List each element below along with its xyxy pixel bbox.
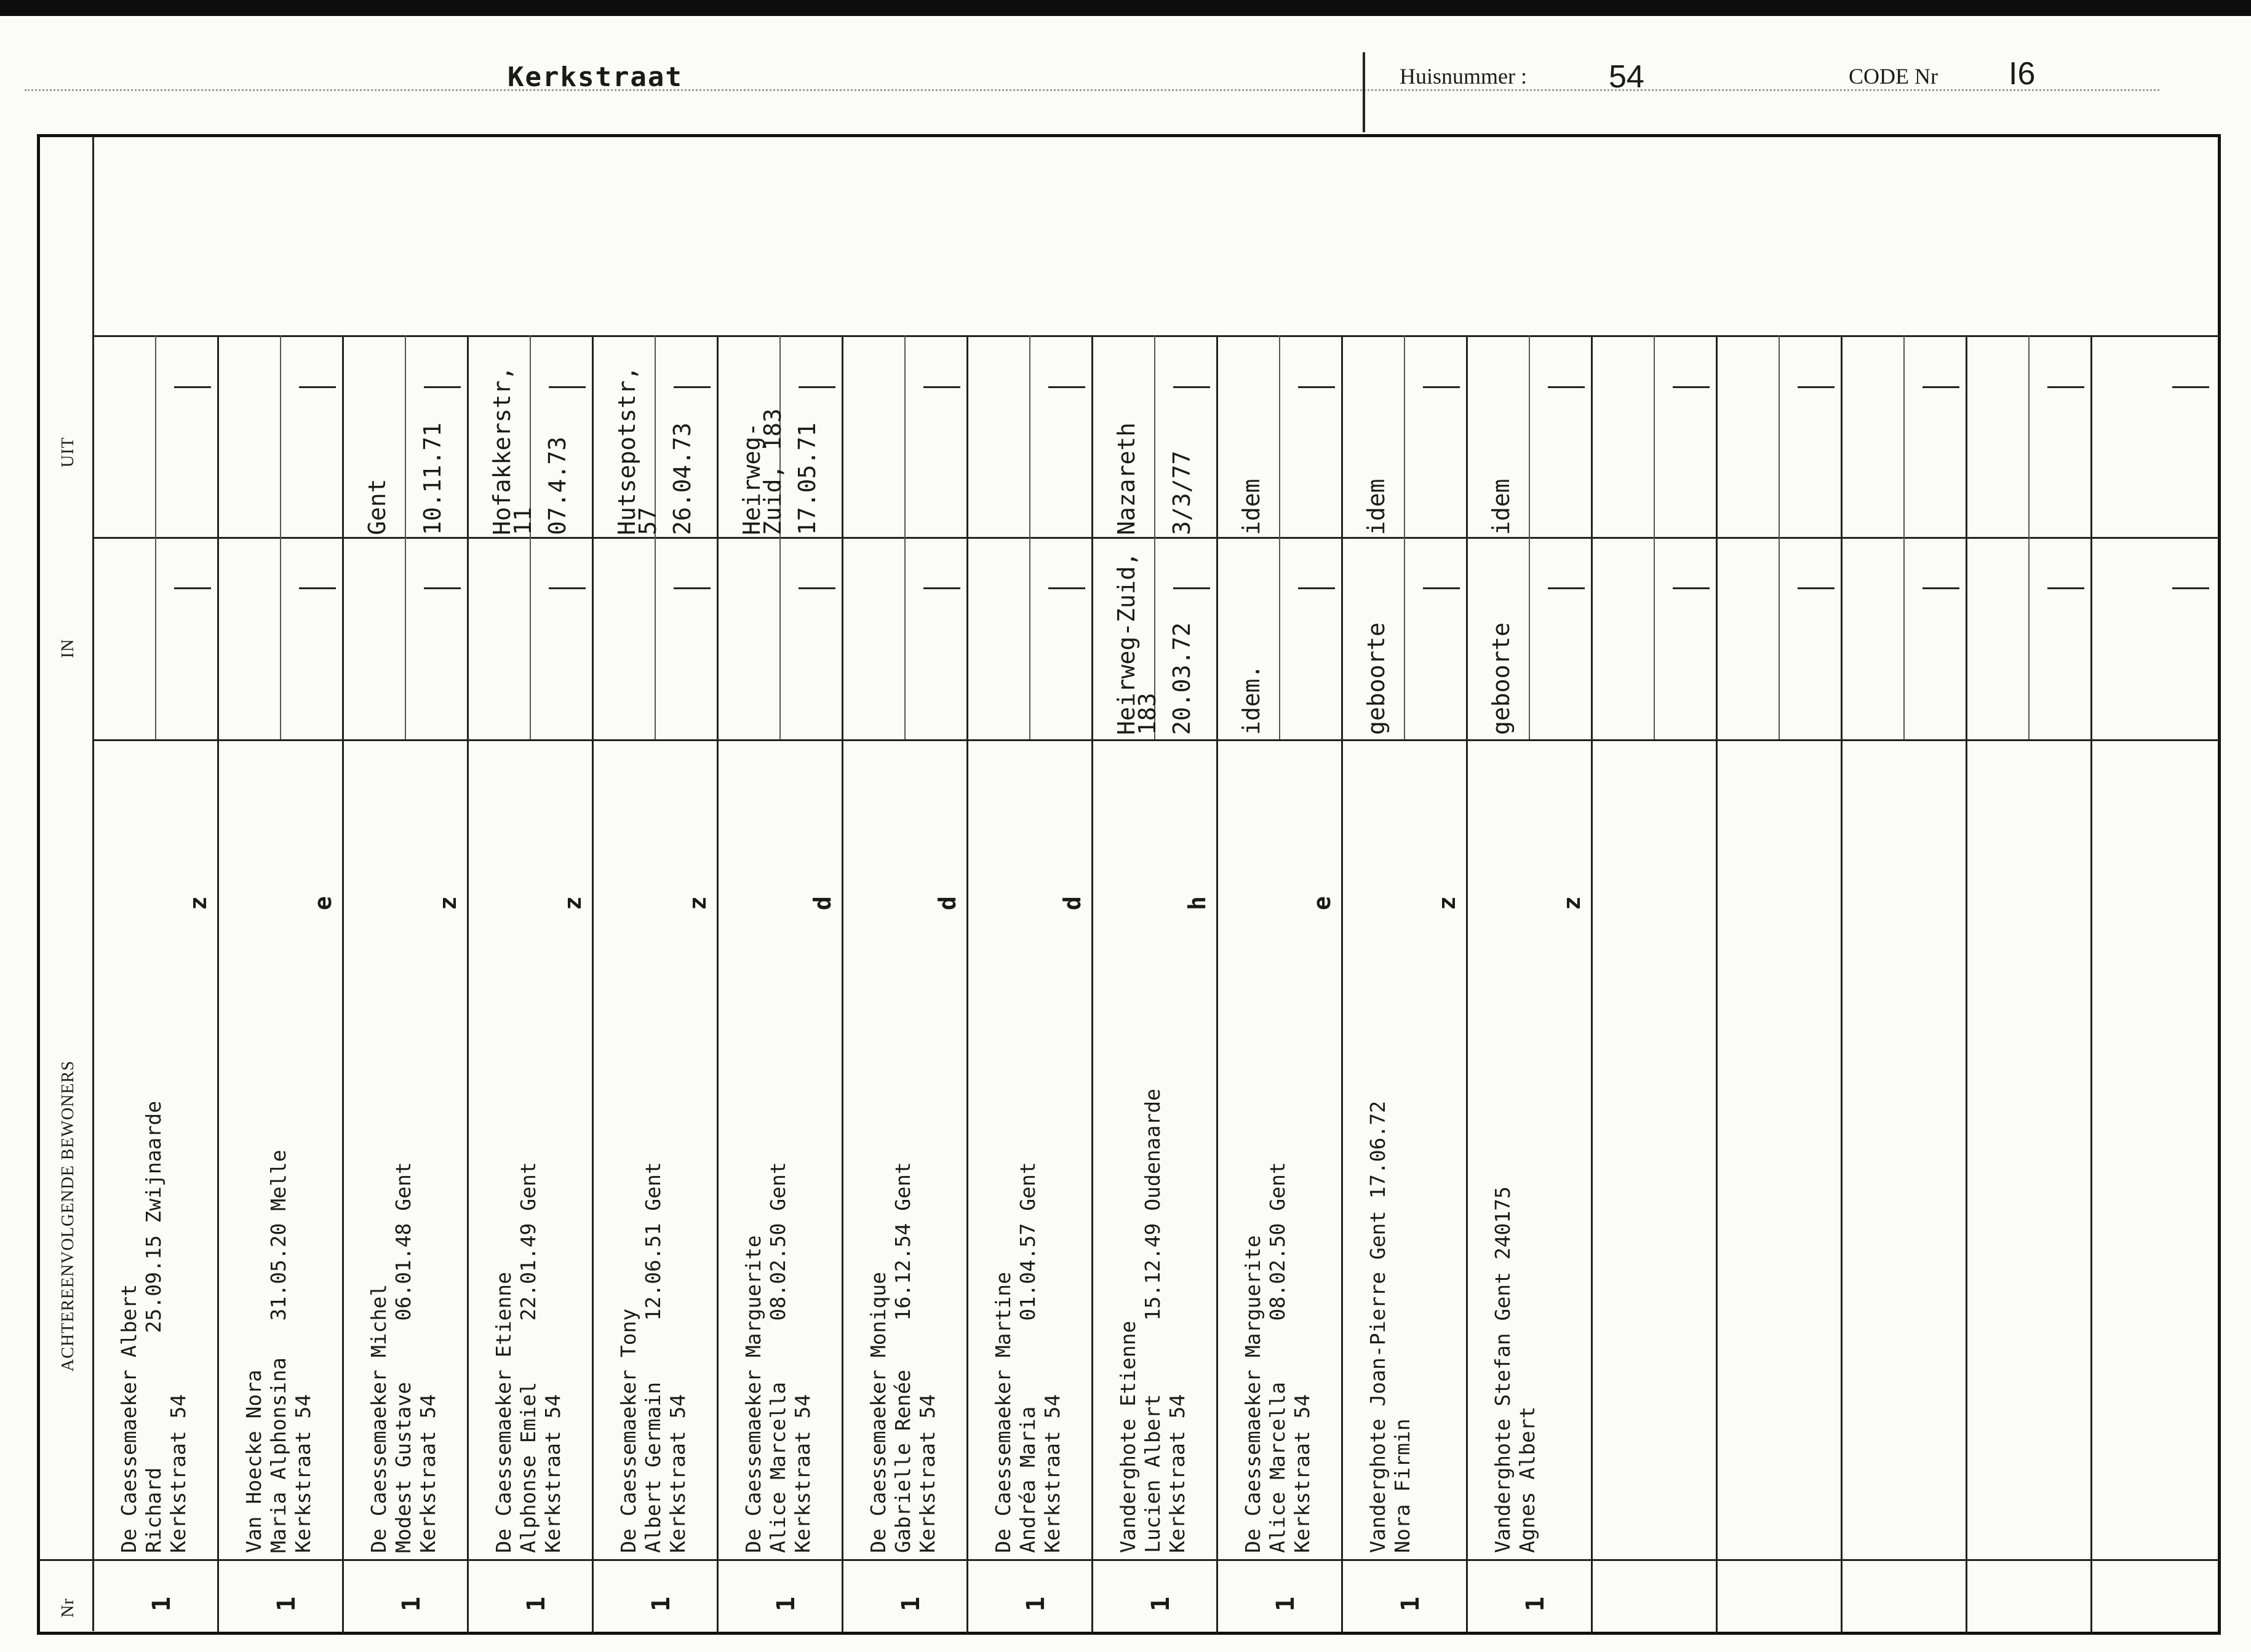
resident-entry: De Caessemaeker Etienne Alphonse Emiel 22.01.49 Gent Kerkstraat 54 bbox=[492, 1162, 565, 1553]
column-divider bbox=[1591, 335, 1593, 1633]
in-blank-dash bbox=[2047, 587, 2084, 589]
sub-column-divider bbox=[904, 335, 906, 739]
out-place: Heirweg- Zuid, 183 bbox=[738, 408, 786, 535]
resident-entry: De Caessemaeker Marguerite Alice Marcella 08.02.50 Gent Kerkstraat 54 bbox=[741, 1162, 815, 1553]
label-column-divider bbox=[92, 137, 94, 1631]
sub-column-divider bbox=[1903, 335, 1905, 739]
row-number: 1 bbox=[1396, 1596, 1425, 1611]
out-blank-dash bbox=[1173, 386, 1210, 388]
in-place: geboorte bbox=[1488, 622, 1515, 735]
out-blank-dash bbox=[674, 386, 711, 388]
out-place: Gent bbox=[364, 479, 391, 535]
status-mark: d bbox=[1059, 896, 1086, 910]
out-blank-dash bbox=[2172, 386, 2209, 388]
status-mark: e bbox=[309, 896, 337, 910]
sub-column-divider bbox=[779, 335, 781, 739]
resident-entry: Vanderghote Stefan Gent 240175 Agnes Albert bbox=[1491, 1186, 1539, 1553]
residents-label: ACHTEREENVOLGENDE BEWONERS bbox=[58, 1060, 78, 1372]
resident-entry: De Caessemaeker Tony Albert Germain 12.06.51 Gent Kerkstraat 54 bbox=[616, 1162, 690, 1553]
resident-entry: De Caessemaeker Martine Andréa Maria 01.04.57 Gent Kerkstraat 54 bbox=[991, 1162, 1064, 1553]
status-mark: z bbox=[185, 896, 212, 910]
in-uit-divider bbox=[92, 537, 2220, 539]
status-mark: z bbox=[434, 896, 461, 910]
resident-entry: Van Hoecke Nora Maria Alphonsina 31.05.20 Melle Kerkstraat 54 bbox=[242, 1150, 315, 1553]
in-blank-dash bbox=[923, 587, 960, 589]
status-mark: z bbox=[684, 896, 711, 910]
out-date: 07.4.73 bbox=[544, 436, 571, 535]
nr-row-divider bbox=[38, 1559, 2220, 1561]
in-blank-dash bbox=[174, 587, 211, 589]
column-divider bbox=[1341, 335, 1343, 1633]
in-blank-dash bbox=[424, 587, 461, 589]
out-date: 17.05.71 bbox=[794, 422, 821, 535]
column-divider bbox=[842, 335, 843, 1633]
sub-column-divider bbox=[1029, 335, 1030, 739]
out-blank-dash bbox=[424, 386, 461, 388]
row-number: 1 bbox=[148, 1596, 176, 1611]
column-divider bbox=[1216, 335, 1218, 1633]
column-divider bbox=[467, 335, 469, 1633]
residents-top-line bbox=[92, 739, 2220, 741]
out-place: idem bbox=[1363, 479, 1390, 535]
house-number: 54 bbox=[1609, 59, 1644, 95]
row-number: 1 bbox=[1022, 1596, 1050, 1611]
in-blank-dash bbox=[2172, 587, 2209, 589]
resident-entry: De Caessemaeker Monique Gabrielle Renée 16.12.54 Gent Kerkstraat 54 bbox=[866, 1162, 939, 1553]
sub-column-divider bbox=[1779, 335, 1780, 739]
column-divider bbox=[342, 335, 344, 1633]
out-date: 26.04.73 bbox=[669, 422, 696, 535]
status-mark: d bbox=[934, 896, 961, 910]
in-blank-dash bbox=[1922, 587, 1959, 589]
street-name: Kerkstraat bbox=[508, 62, 683, 93]
resident-entry: Vanderghote Joan-Pierre Gent 17.06.72 Nora Firmin bbox=[1366, 1100, 1414, 1553]
sub-column-divider bbox=[280, 335, 281, 739]
uit-top-line bbox=[92, 335, 2220, 337]
in-blank-dash bbox=[1673, 587, 1710, 589]
resident-entry: De Caessemaeker Marguerite Alice Marcella 08.02.50 Gent Kerkstraat 54 bbox=[1241, 1162, 1314, 1553]
header-dotted-line bbox=[25, 89, 2159, 91]
in-blank-dash bbox=[1548, 587, 1585, 589]
row-number: 1 bbox=[772, 1596, 800, 1611]
out-blank-dash bbox=[174, 386, 211, 388]
out-blank-dash bbox=[1548, 386, 1585, 388]
resident-entry: De Caessemaeker Michel Modest Gustave 06.01.48 Gent Kerkstraat 54 bbox=[367, 1162, 440, 1553]
in-blank-dash bbox=[799, 587, 835, 589]
column-divider bbox=[1091, 335, 1093, 1633]
status-mark: e bbox=[1309, 896, 1336, 910]
status-mark: d bbox=[809, 896, 836, 910]
row-number: 1 bbox=[647, 1596, 675, 1611]
column-divider bbox=[1966, 335, 1967, 1633]
out-place: Nazareth bbox=[1113, 422, 1140, 535]
row-number: 1 bbox=[1272, 1596, 1300, 1611]
column-divider bbox=[1716, 335, 1718, 1633]
row-number: 1 bbox=[897, 1596, 925, 1611]
status-mark: z bbox=[1558, 896, 1585, 910]
row-number: 1 bbox=[273, 1596, 301, 1611]
column-divider bbox=[1841, 335, 1843, 1633]
in-label: IN bbox=[58, 638, 78, 658]
in-blank-dash bbox=[1798, 587, 1835, 589]
out-place: idem bbox=[1238, 479, 1265, 535]
out-blank-dash bbox=[549, 386, 586, 388]
column-divider bbox=[1466, 335, 1468, 1633]
in-blank-dash bbox=[299, 587, 336, 589]
code-label: CODE Nr bbox=[1849, 64, 1938, 89]
out-blank-dash bbox=[1298, 386, 1335, 388]
in-blank-dash bbox=[1173, 587, 1210, 589]
column-divider bbox=[592, 335, 594, 1633]
in-blank-dash bbox=[1423, 587, 1460, 589]
sub-column-divider bbox=[405, 335, 406, 739]
sub-column-divider bbox=[1654, 335, 1655, 739]
in-date: 20.03.72 bbox=[1168, 622, 1195, 735]
status-mark: h bbox=[1184, 896, 1211, 910]
out-blank-dash bbox=[1423, 386, 1460, 388]
out-blank-dash bbox=[1798, 386, 1835, 388]
sub-column-divider bbox=[1279, 335, 1280, 739]
column-divider bbox=[2090, 335, 2092, 1633]
out-blank-dash bbox=[1673, 386, 1710, 388]
scan-top-edge bbox=[0, 0, 2251, 16]
in-place: Heirweg-Zuid, 183 bbox=[1113, 552, 1161, 735]
column-divider bbox=[717, 335, 719, 1633]
sub-column-divider bbox=[1404, 335, 1405, 739]
out-place: idem bbox=[1488, 479, 1515, 535]
out-blank-dash bbox=[299, 386, 336, 388]
status-mark: z bbox=[1433, 896, 1460, 910]
status-mark: z bbox=[559, 896, 586, 910]
resident-entry: De Caessemaeker Albert Richard 25.09.15 Zwijnaarde Kerkstraat 54 bbox=[117, 1100, 190, 1553]
house-number-label: Huisnummer : bbox=[1400, 64, 1527, 89]
row-number: 1 bbox=[522, 1596, 551, 1611]
row-number: 1 bbox=[397, 1596, 426, 1611]
row-number: 1 bbox=[1521, 1596, 1550, 1611]
sub-column-divider bbox=[155, 335, 156, 739]
resident-entry: Vanderghote Etienne Lucien Albert 15.12.49 Oudenaarde Kerkstraat 54 bbox=[1116, 1089, 1189, 1553]
row-number: 1 bbox=[1147, 1596, 1175, 1611]
nr-label: Nr bbox=[58, 1598, 78, 1618]
out-date: 10.11.71 bbox=[419, 422, 446, 535]
in-blank-dash bbox=[1298, 587, 1335, 589]
in-place: idem. bbox=[1238, 664, 1265, 735]
in-blank-dash bbox=[674, 587, 711, 589]
in-place: geboorte bbox=[1363, 622, 1390, 735]
out-place: Hutsepotstr, 57 bbox=[613, 366, 661, 535]
out-blank-dash bbox=[1922, 386, 1959, 388]
out-place: Hofakkerstr, 11 bbox=[488, 366, 536, 535]
uit-label: UIT bbox=[58, 437, 78, 467]
code-number: I6 bbox=[2009, 56, 2036, 92]
out-blank-dash bbox=[799, 386, 835, 388]
out-blank-dash bbox=[923, 386, 960, 388]
column-divider bbox=[217, 335, 219, 1633]
header-separator bbox=[1363, 52, 1365, 132]
in-blank-dash bbox=[1048, 587, 1085, 589]
column-divider bbox=[966, 335, 968, 1633]
out-date: 3/3/77 bbox=[1168, 450, 1195, 535]
out-blank-dash bbox=[2047, 386, 2084, 388]
sub-column-divider bbox=[1529, 335, 1530, 739]
sub-column-divider bbox=[2028, 335, 2030, 739]
out-blank-dash bbox=[1048, 386, 1085, 388]
in-blank-dash bbox=[549, 587, 586, 589]
